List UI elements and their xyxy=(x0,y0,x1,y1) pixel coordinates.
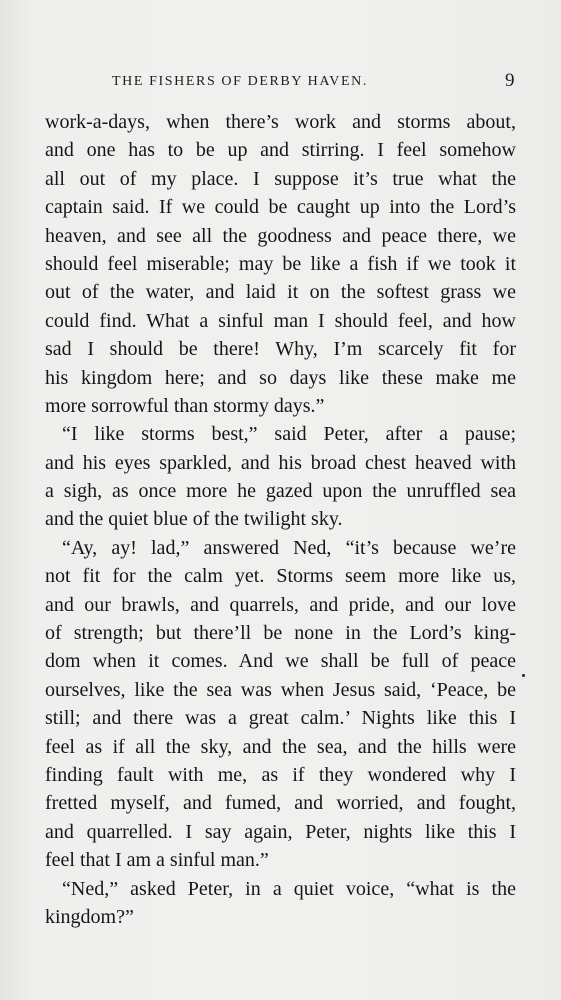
body-text xyxy=(45,108,516,931)
text-line: could find. What a sinful man I should feel, and how xyxy=(45,309,516,332)
ink-speck xyxy=(522,674,525,677)
text-line: feel as if all the sky, and the sea, and the hills were xyxy=(45,735,516,758)
text-line: and the quiet blue of the twilight sky. xyxy=(45,508,343,531)
text-line: his kingdom here; and so days like these make me xyxy=(45,366,516,389)
text-line: and quarrelled. I say again, Peter, nights like this I xyxy=(45,820,516,843)
text-line: ourselves, like the sea was when Jesus said, ‘Peace, be xyxy=(45,678,516,701)
text-line: all out of my place. I suppose it’s true what the xyxy=(45,167,516,190)
text-line: feel that I am a sinful man.” xyxy=(45,849,269,872)
text-line: a sigh, as once more he gazed upon the unruffled sea xyxy=(45,480,516,503)
page-number: 9 xyxy=(505,70,515,91)
running-head: THE FISHERS OF DERBY HAVEN. xyxy=(112,74,368,89)
text-line: should feel miserable; may be like a fish if we took it xyxy=(45,252,516,275)
text-line: captain said. If we could be caught up into the Lord’s xyxy=(45,196,516,219)
paragraph-start-line: “I like storms best,” said Peter, after a pause; xyxy=(62,423,516,446)
text-line: and one has to be up and stirring. I feel somehow xyxy=(45,139,516,162)
text-line: not fit for the calm yet. Storms seem more like us, xyxy=(45,565,516,588)
paragraph-start-line: “Ned,” asked Peter, in a quiet voice, “what is the xyxy=(62,877,516,900)
text-line: of strength; but there’ll be none in the Lord’s king- xyxy=(45,622,516,645)
text-line: kingdom?” xyxy=(45,905,134,928)
text-line: still; and there was a great calm.’ Nights like this I xyxy=(45,707,516,730)
text-line: sad I should be there! Why, I’m scarcely fit for xyxy=(45,338,516,361)
paragraph-start-line: “Ay, ay! lad,” answered Ned, “it’s because we’re xyxy=(62,536,516,559)
text-line: out of the water, and laid it on the softest grass we xyxy=(45,281,516,304)
text-line: and our brawls, and quarrels, and pride, and our love xyxy=(45,593,516,616)
text-line: and his eyes sparkled, and his broad chest heaved with xyxy=(45,451,516,474)
page-header xyxy=(0,70,561,94)
text-line: finding fault with me, as if they wondered why I xyxy=(45,763,516,786)
text-line: fretted myself, and fumed, and worried, and fought, xyxy=(45,792,516,815)
text-line: work-a-days, when there’s work and storms about, xyxy=(45,111,516,133)
text-line: more sorrowful than stormy days.” xyxy=(45,394,325,417)
text-line: dom when it comes. And we shall be full of peace xyxy=(45,650,516,673)
text-line: heaven, and see all the goodness and peace there, we xyxy=(45,224,516,247)
